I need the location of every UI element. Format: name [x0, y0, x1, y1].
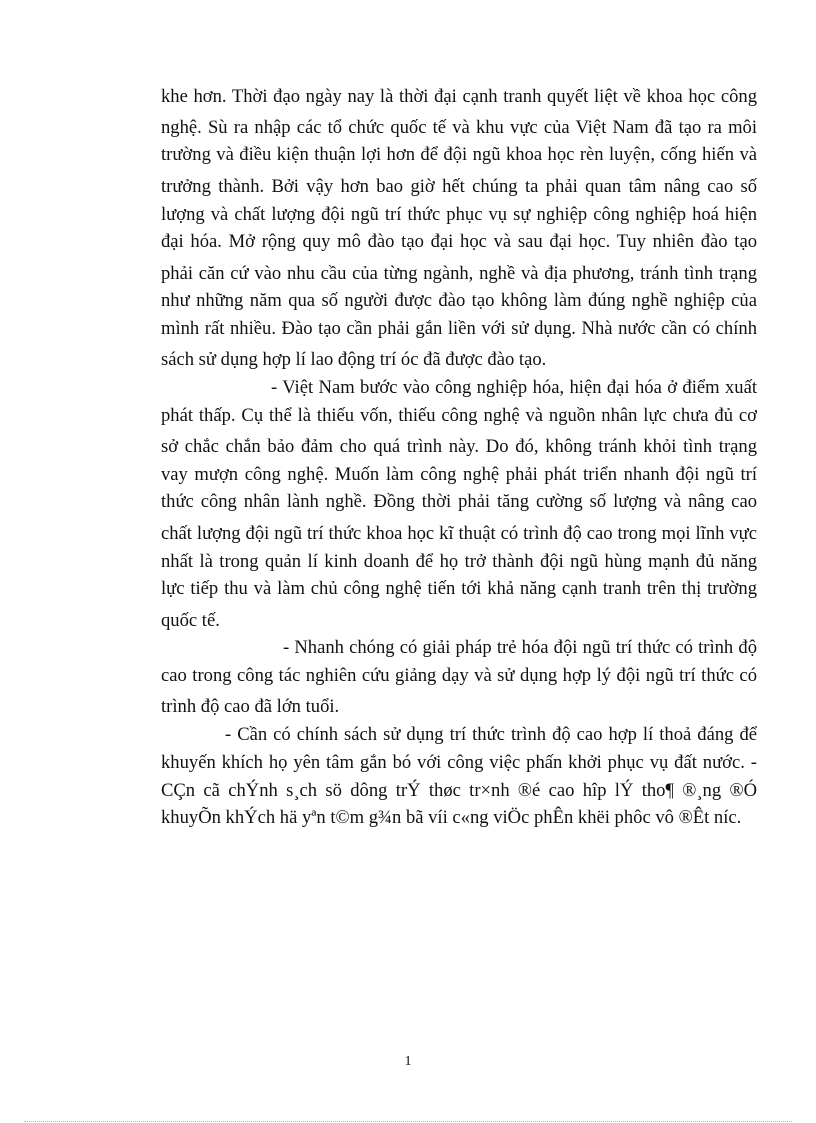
body-text-line: vay mượn công nghệ. Muốn làm công nghệ phải phát triển nhanh đội ngũ trí	[161, 464, 757, 485]
body-text-line: thức công nhân lành nghề. Đồng thời phải tăng cường số lượng và nâng cao	[161, 491, 757, 512]
body-text-line: lực tiếp thu và làm chủ công nghệ tiến tới khả năng cạnh tranh trên thị trường	[161, 578, 757, 599]
body-text-line: cao trong công tác nghiên cứu giảng dạy và sử dụng hợp lý đội ngũ trí thức có	[161, 665, 757, 686]
body-text-line: đại hóa. Mở rộng quy mô đào tạo đại học và sau đại học. Tuy nhiên đào tạo	[161, 231, 757, 252]
body-text-line: phải căn cứ vào nhu cầu của từng ngành, nghề và địa phương, tránh tình trạng	[161, 263, 757, 284]
body-text-line: chất lượng đội ngũ trí thức khoa học kĩ thuật có trình độ cao trong mọi lĩnh vực	[161, 523, 757, 544]
bullet-paragraph-start: - Việt Nam bước vào công nghiệp hóa, hiện đại hóa ở điểm xuất	[271, 377, 757, 398]
garbled-text-line: CÇn cã chÝnh s¸ch sö dông trÝ thøc tr×nh ®é cao hîp lÝ tho¶ ®¸ng ®Ó	[161, 780, 757, 801]
body-text-line: mình rất nhiều. Đào tạo cần phải gắn liền với sử dụng. Nhà nước cần có chính	[161, 318, 757, 339]
body-text-line: sở chắc chắn bảo đảm cho quá trình này. Do đó, không tránh khỏi tình trạng	[161, 436, 757, 457]
garbled-text-line: khuyÕn khÝch hä yªn t©m g¾n bã víi c«ng viÖc phÊn khëi phôc vô ®Êt níc.	[161, 807, 742, 828]
page-number: 1	[404, 1054, 412, 1069]
bullet-paragraph-start: - Cần có chính sách sử dụng trí thức trình độ cao hợp lí thoả đáng để	[225, 724, 757, 745]
body-text-line: trường và điều kiện thuận lợi hơn để đội ngũ khoa học rèn luyện, cống hiến và	[161, 144, 757, 165]
body-text-line: trình độ cao đã lớn tuổi.	[161, 696, 340, 717]
body-text-line: nhất là trong quản lí kinh doanh để họ trở thành đội ngũ hùng mạnh đủ năng	[161, 551, 757, 572]
body-text-line: như những năm qua số người được đào tạo không làm đúng nghề nghiệp của	[161, 290, 757, 311]
body-text-line: khuyến khích họ yên tâm gắn bó với công việc phấn khởi phục vụ đất nước. -	[161, 752, 757, 773]
body-text-line: nghệ. Sù ra nhập các tổ chức quốc tế và khu vực của Việt Nam đã tạo ra môi	[161, 117, 757, 138]
body-text-line: quốc tế.	[161, 610, 220, 631]
bullet-paragraph-start: - Nhanh chóng có giải pháp trẻ hóa đội ngũ trí thức có trình độ	[283, 637, 757, 658]
body-text-line: trưởng thành. Bởi vậy hơn bao giờ hết chúng ta phải quan tâm nâng cao số	[161, 176, 757, 197]
body-text-line: khe hơn. Thời đạo ngày nay là thời đại cạnh tranh quyết liệt về khoa học công	[161, 86, 757, 107]
body-text-line: sách sử dụng hợp lí lao động trí óc đã được đào tạo.	[161, 349, 547, 370]
body-text-line: phát thấp. Cụ thể là thiếu vốn, thiếu công nghệ và nguồn nhân lực chưa đủ cơ	[161, 405, 757, 426]
body-text-line: lượng và chất lượng đội ngũ trí thức phục vụ sự nghiệp công nghiệp hoá hiện	[161, 204, 757, 225]
page-bottom-divider	[24, 1121, 792, 1122]
